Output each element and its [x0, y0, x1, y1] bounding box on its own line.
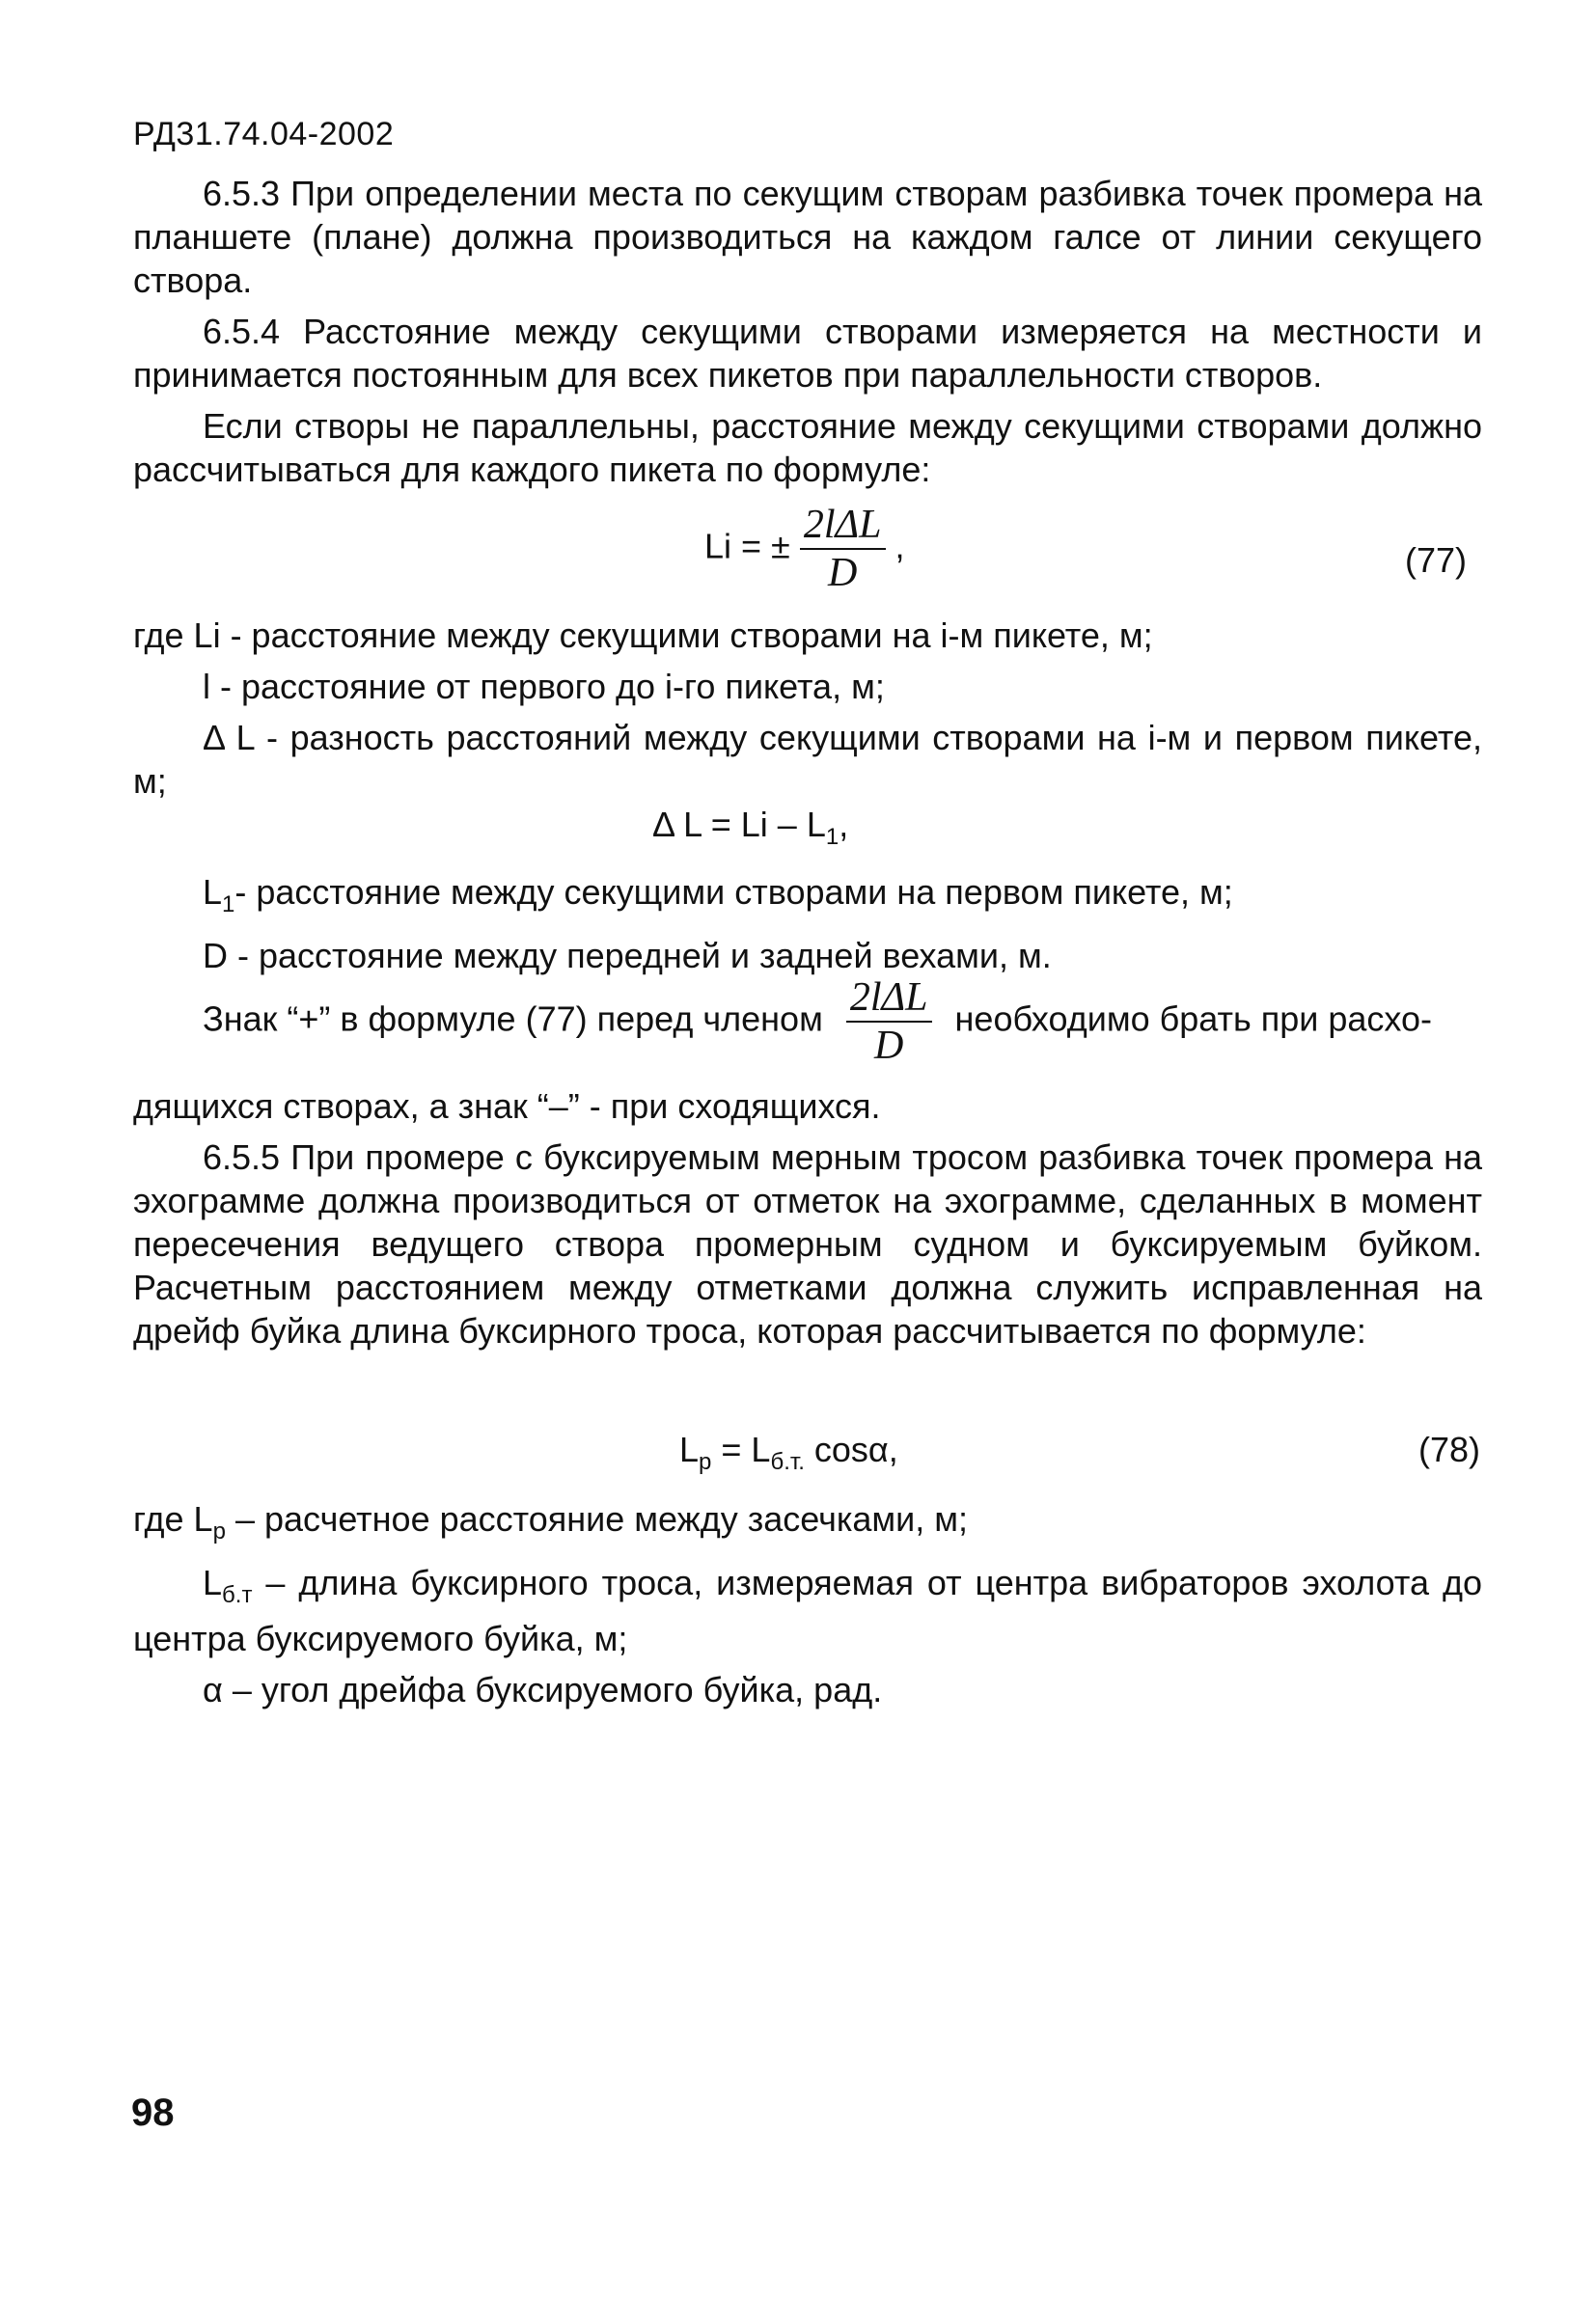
formula-78-cos: cosα, [804, 1430, 898, 1469]
formula-77-fraction [800, 502, 886, 596]
def-lp [133, 1497, 1482, 1553]
def-d: D - расстояние между передней и задней вехами, м. [203, 936, 1052, 975]
sign-sentence [203, 974, 1482, 1069]
document-code-header: РД31.74.04-2002 [133, 116, 395, 152]
lbt-subscript: б.т [222, 1582, 253, 1608]
sign-fraction-numerator: 2lΔL [846, 974, 932, 1023]
def-li: где Li - расстояние между секущими створами на i-м пикете, м; [133, 615, 1153, 655]
where-clause-77 [133, 614, 1482, 810]
sign-fraction [846, 974, 932, 1069]
l1-definition: - расстояние между секущими створами на первом пикете, м; [234, 872, 1233, 912]
def-l1 [133, 870, 1482, 926]
delta-l-equation-comma: , [839, 805, 849, 844]
formula-78 [679, 1428, 898, 1484]
formula-77-comma: , [894, 526, 905, 566]
sign-fraction-denominator: D [874, 1024, 904, 1068]
formula-78-sub-bt: б.т. [770, 1449, 805, 1475]
lbt-symbol: L [203, 1563, 223, 1602]
paragraph-6-5-3: 6.5.3 При определении места по секущим створам разбивка точек промера на планшете (плане) должна производиться на каждом галсе от линии секущего створа. [133, 174, 1482, 300]
l1-symbol: L [203, 872, 223, 912]
fraction-denominator: D [828, 551, 858, 595]
formula-77 [704, 502, 905, 596]
formula-78-sub-p: р [699, 1449, 712, 1475]
def-l: l - расстояние от первого до i-го пикета, м; [203, 667, 885, 706]
lp-definition: – расчетное расстояние между засечками, м; [225, 1499, 968, 1539]
subscript-1: 1 [825, 824, 839, 850]
formula-78-l: L [679, 1430, 700, 1469]
sign-sentence-continuation: дящихся створах, а знак “–” - при сходящихся. [133, 1086, 881, 1126]
delta-l-equation [652, 803, 848, 859]
lp-subscript: р [212, 1518, 226, 1545]
def-lbt [133, 1561, 1482, 1660]
sign-sentence-after: необходимо брать при расхо- [954, 998, 1433, 1039]
paragraph-if-not-parallel: Если створы не параллельны, расстояние между секущими створами должно рассчитываться для каждого пикета по формуле: [133, 406, 1482, 489]
equation-number-78: (78) [1418, 1430, 1481, 1469]
l1-subscript: 1 [222, 891, 235, 917]
def-delta-l: Δ L - разность расстояний между секущими створами на i-м и первом пикете, м; [133, 718, 1482, 801]
where-clause-78 [133, 1497, 1482, 1719]
paragraph-6-5-5: 6.5.5 При промере с буксируемым мерным тросом разбивка точек промера на эхограмме должна производиться от отметок на эхограмме, сделанных в момент пересечения ведущего створа промерным судном и буксируемым буйком. Расчетным расстоянием между отметками должна служить исправленная на дрейф буйка длина буксирного троса, которая рассчитывается по формуле: [133, 1137, 1482, 1351]
formula-78-eq: = L [711, 1430, 771, 1469]
lp-prefix: где L [133, 1499, 213, 1539]
formula-77-lhs: Li = ± [704, 526, 790, 566]
equation-number-77: (77) [1405, 540, 1468, 580]
where-clause-77-cont [133, 870, 1482, 985]
sign-sentence-before: Знак “+” в формуле (77) перед членом [203, 998, 823, 1039]
lbt-definition: – длина буксирного троса, измеряемая от центра вибраторов эхолота до центра буксируемого буйка, м; [133, 1563, 1482, 1658]
def-alpha: α – угол дрейфа буксируемого буйка, рад. [203, 1670, 883, 1709]
section-6-5-5 [133, 1084, 1482, 1360]
delta-l-equation-text: Δ L = Li – L [652, 805, 826, 844]
paragraph-6-5-4: 6.5.4 Расстояние между секущими створами измеряется на местности и принимается постоянным для всех пикетов при параллельности створов. [133, 312, 1482, 395]
page-number: 98 [131, 2092, 175, 2134]
section-6-5-3-6-5-4 [133, 172, 1482, 499]
fraction-numerator: 2lΔL [800, 502, 886, 550]
